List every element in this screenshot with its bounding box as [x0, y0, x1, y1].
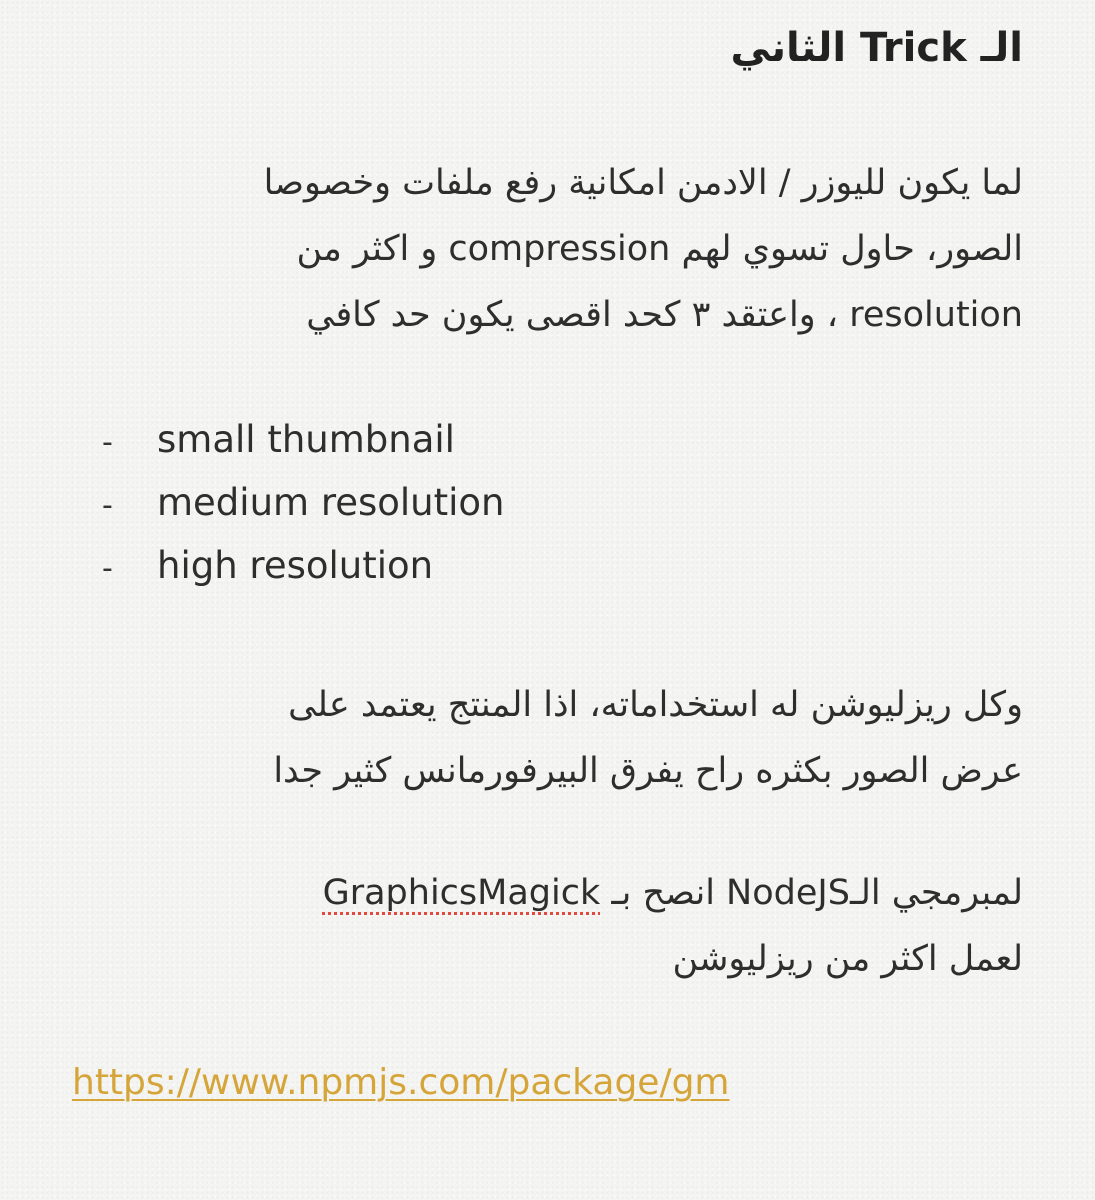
paragraph-line: resolution ، واعتقد ٣ كحد اقصى يكون حد كافي — [306, 295, 1023, 335]
nodejs-text: لمبرمجي الـNodeJS انصح بـ — [600, 873, 1023, 913]
graphicsmagick-word: GraphicsMagick — [322, 873, 601, 913]
paragraph-line: الصور، حاول تسوي لهم compression و اكثر من — [296, 229, 1023, 269]
paragraph-upload-tip — [264, 150, 1023, 348]
paragraph-line — [323, 860, 1023, 926]
npm-package-link[interactable]: https://www.npmjs.com/package/gm — [72, 1062, 730, 1103]
list-item-text: high resolution — [157, 544, 434, 587]
list-item — [102, 408, 505, 471]
paragraph-line: لما يكون لليوزر / الادمن امكانية رفع ملفات وخصوصا — [263, 163, 1023, 203]
list-item — [102, 534, 505, 597]
paragraph-line: لعمل اكثر من ريزليوشن — [672, 939, 1023, 979]
list-dash: - — [102, 425, 113, 460]
paragraph-performance — [273, 672, 1023, 804]
list-item-text: medium resolution — [157, 481, 505, 524]
note-title: الـ Trick الثاني — [730, 25, 1023, 71]
paragraph-line: عرض الصور بكثره راح يفرق البيرفورمانس كثير جدا — [273, 751, 1023, 791]
list-dash: - — [102, 551, 113, 586]
paragraph-line: وكل ريزليوشن له استخداماته، اذا المنتج يعتمد على — [288, 685, 1023, 725]
resolution-list — [102, 408, 505, 597]
paragraph-nodejs-tip — [323, 860, 1023, 992]
list-item-text: small thumbnail — [157, 418, 455, 461]
list-dash: - — [102, 488, 113, 523]
list-item — [102, 471, 505, 534]
